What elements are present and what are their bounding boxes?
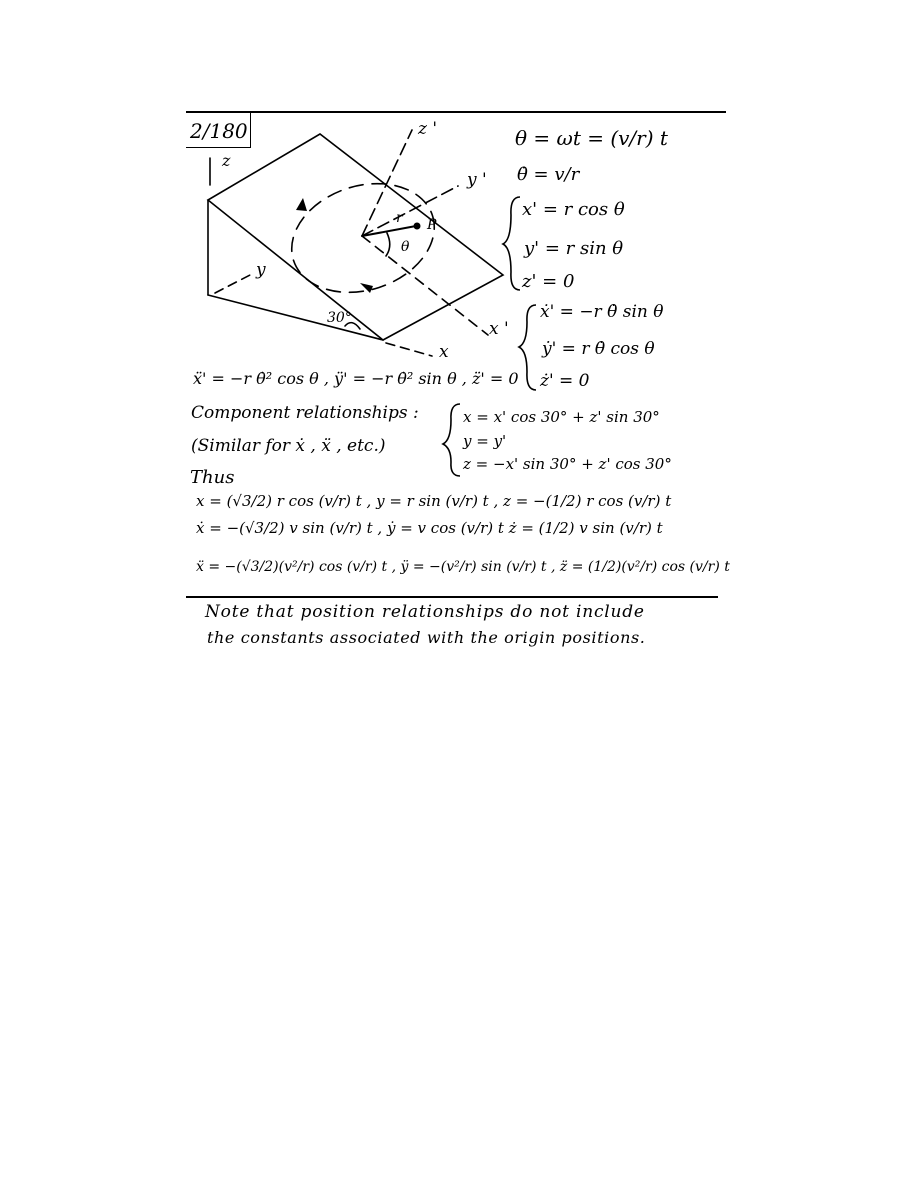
position-y-prime: y' = r sin θ	[524, 238, 624, 259]
label-r: r	[396, 210, 403, 226]
thus-position-line: x = (√3/2) r cos (v/r) t , y = r sin (v/r) t , z = −(1/2) r cos (v/r) t	[196, 492, 672, 510]
label-z-prime: z '	[418, 119, 438, 139]
acceleration-primes: ẍ' = −r θ̇² cos θ , ÿ' = −r θ̇² sin θ , z̈' = 0	[193, 369, 519, 388]
position-z-prime: z' = 0	[522, 271, 575, 292]
velocity-x-prime: ẋ' = −r θ̇ sin θ	[540, 302, 664, 322]
component-y: y = y'	[463, 432, 507, 450]
component-note: (Similar for ẋ , ẍ , etc.)	[191, 436, 386, 456]
label-angle-30: 30°	[327, 310, 352, 326]
label-theta: θ	[401, 239, 410, 255]
component-x: x = x' cos 30° + z' sin 30°	[463, 408, 660, 426]
label-point-p: P	[427, 217, 437, 233]
label-x-prime: x '	[489, 319, 509, 339]
thus-acceleration-line: ẍ = −(√3/2)(v²/r) cos (v/r) t , ÿ = −(v²/r) sin (v/r) t , z̈ = (1/2)(v²/r) cos (v/r) t	[196, 559, 730, 575]
footnote-line-2: the constants associated with the origin positions.	[207, 628, 646, 647]
label-z: z	[222, 151, 231, 170]
separator-rule	[186, 596, 718, 598]
thus-velocity-line: ẋ = −(√3/2) v sin (v/r) t , ẏ = v cos (v/r) t ż = (1/2) v sin (v/r) t	[196, 519, 663, 537]
theta-dot-equation: θ̇ = v/r	[517, 164, 580, 185]
label-y-prime: y '	[467, 170, 487, 190]
problem-number: 2/180	[190, 119, 248, 143]
velocity-z-prime: ż' = 0	[540, 371, 590, 391]
thus-label: Thus	[190, 467, 235, 488]
label-x: x	[439, 342, 449, 362]
theta-equation: θ = ωt = (v/r) t	[515, 126, 668, 150]
component-heading: Component relationships :	[191, 403, 419, 423]
velocity-y-prime: ẏ' = r θ̇ cos θ	[542, 339, 655, 359]
label-y: y	[256, 260, 266, 280]
component-z: z = −x' sin 30° + z' cos 30°	[463, 455, 672, 473]
position-x-prime: x' = r cos θ	[522, 199, 625, 220]
footnote-line-1: Note that position relationships do not include	[205, 602, 645, 622]
